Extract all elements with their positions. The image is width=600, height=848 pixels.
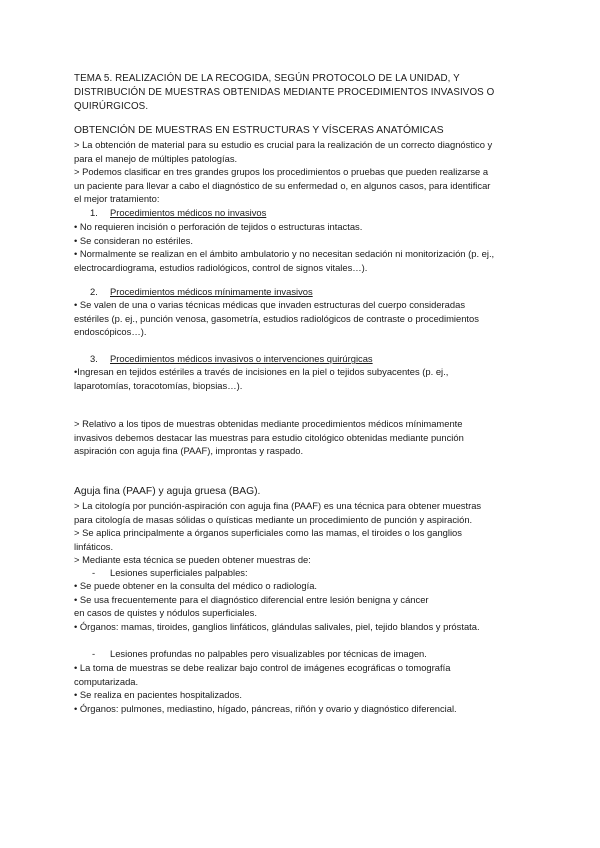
text-line: para el manejo de múltiples patologías. bbox=[74, 152, 238, 164]
paragraph bbox=[74, 417, 532, 458]
list-number: 2. bbox=[90, 286, 98, 297]
section-intro bbox=[74, 138, 532, 206]
title-line: QUIRÚRGICOS. bbox=[74, 100, 149, 112]
title-line: TEMA 5. REALIZACIÓN DE LA RECOGIDA, SEGÚN PROTOCOLO DE LA UNIDAD, Y bbox=[74, 73, 460, 84]
list-item-group bbox=[74, 579, 532, 633]
text-line: > La citología por punción-aspiración con aguja fina (PAAF) es una técnica para obtener muestras bbox=[74, 500, 482, 511]
title-line: DISTRIBUCIÓN DE MUESTRAS OBTENIDAS MEDIANTE PROCEDIMIENTOS INVASIVOS O bbox=[74, 86, 495, 98]
text-line: • No requieren incisión o perforación de tejidos o estructuras intactas. bbox=[74, 221, 363, 232]
text-line: •Ingresan en tejidos estériles a través de incisiones en la piel o tejidos subyacentes (p. ej., bbox=[74, 366, 449, 377]
list-item-group bbox=[74, 661, 532, 715]
numbered-heading bbox=[90, 352, 373, 366]
section-intro bbox=[74, 499, 532, 567]
dash-heading bbox=[92, 566, 248, 580]
text-line: electrocardiograma, estudios radiológicos, control de signos vitales…). bbox=[74, 261, 368, 273]
text-line: el mejor tratamiento: bbox=[74, 193, 160, 205]
dash-heading-label: Lesiones superficiales palpables: bbox=[110, 567, 248, 578]
list-item-group bbox=[74, 365, 532, 392]
list-heading-label: Procedimientos médicos no invasivos bbox=[110, 207, 267, 218]
list-number: 1. bbox=[90, 207, 98, 218]
text-line: > Podemos clasificar en tres grandes grupos los procedimientos o pruebas que pueden realizarse a bbox=[74, 166, 489, 178]
dash-heading bbox=[92, 647, 427, 661]
text-line: laparotomías, toracotomías, biopsias…). bbox=[74, 379, 243, 391]
text-line: endoscópicos…). bbox=[74, 326, 147, 338]
text-line: un paciente para llevar a cabo el diagnóstico de su enfermedad o, en algunos casos, para identificar bbox=[74, 179, 491, 191]
text-line: > Se aplica principalmente a órganos superficiales como las mamas, el tiroides o los ganglios bbox=[74, 527, 462, 539]
text-line: computarizada. bbox=[74, 675, 139, 687]
section-heading: OBTENCIÓN DE MUESTRAS EN ESTRUCTURAS Y VÍSCERAS ANATÓMICAS bbox=[74, 125, 444, 136]
text-line: > La obtención de material para su estudio es crucial para la realización de un correcto diagnóstico y bbox=[74, 139, 493, 150]
list-number: 3. bbox=[90, 353, 98, 364]
text-line: estériles (p. ej., punción venosa, gasometría, estudios radiológicos de contraste o procedimientos bbox=[74, 312, 479, 324]
numbered-heading bbox=[90, 285, 313, 299]
text-line: • Se valen de una o varias técnicas médicas que invaden estructuras del cuerpo consideradas bbox=[74, 299, 466, 310]
text-line: • La toma de muestras se debe realizar bajo control de imágenes ecográficas o tomografía bbox=[74, 662, 451, 673]
document-title bbox=[74, 72, 532, 113]
list-item-group bbox=[74, 220, 532, 274]
text-line: • Se consideran no estériles. bbox=[74, 234, 193, 246]
text-line: > Relativo a los tipos de muestras obtenidas mediante procedimientos médicos mínimamente bbox=[74, 418, 463, 429]
list-item-group bbox=[74, 298, 532, 339]
text-line: en casos de quistes y nódulos superficiales. bbox=[74, 607, 257, 619]
dash-marker: - bbox=[92, 648, 96, 659]
dash-heading-label: Lesiones profundas no palpables pero visualizables por técnicas de imagen. bbox=[110, 648, 427, 659]
text-line: invasivos debemos destacar las muestras para estudio citológico obtenidas mediante punción bbox=[74, 431, 464, 443]
text-line: linfáticos. bbox=[74, 540, 114, 552]
text-line: • Órganos: pulmones, mediastino, hígado, páncreas, riñón y ovario y diagnóstico diferencial. bbox=[74, 702, 457, 714]
text-line: • Se realiza en pacientes hospitalizados. bbox=[74, 689, 242, 701]
text-line: > Mediante esta técnica se pueden obtener muestras de: bbox=[74, 554, 311, 566]
text-line: • Se usa frecuentemente para el diagnóstico diferencial entre lesión benigna y cáncer bbox=[74, 593, 429, 605]
dash-marker: - bbox=[92, 567, 96, 578]
list-heading-label: Procedimientos médicos mínimamente invasivos bbox=[110, 286, 313, 297]
numbered-heading bbox=[90, 206, 266, 220]
list-heading-label: Procedimientos médicos invasivos o intervenciones quirúrgicas bbox=[110, 353, 373, 364]
text-line: • Normalmente se realizan en el ámbito ambulatorio y no necesitan sedación ni monitorización (p. ej., bbox=[74, 248, 495, 260]
text-line: • Órganos: mamas, tiroides, ganglios linfáticos, glándulas salivales, piel, tejido blandos y próstata. bbox=[74, 620, 480, 632]
text-line: • Se puede obtener en la consulta del médico o radiología. bbox=[74, 580, 318, 591]
text-line: aspiración con aguja fina (PAAF), improntas y raspado. bbox=[74, 445, 304, 457]
text-line: para citología de masas sólidas o quísticas mediante un procedimiento de punción y aspiración. bbox=[74, 513, 473, 525]
section-heading: Aguja fina (PAAF) y aguja gruesa (BAG). bbox=[74, 486, 261, 497]
